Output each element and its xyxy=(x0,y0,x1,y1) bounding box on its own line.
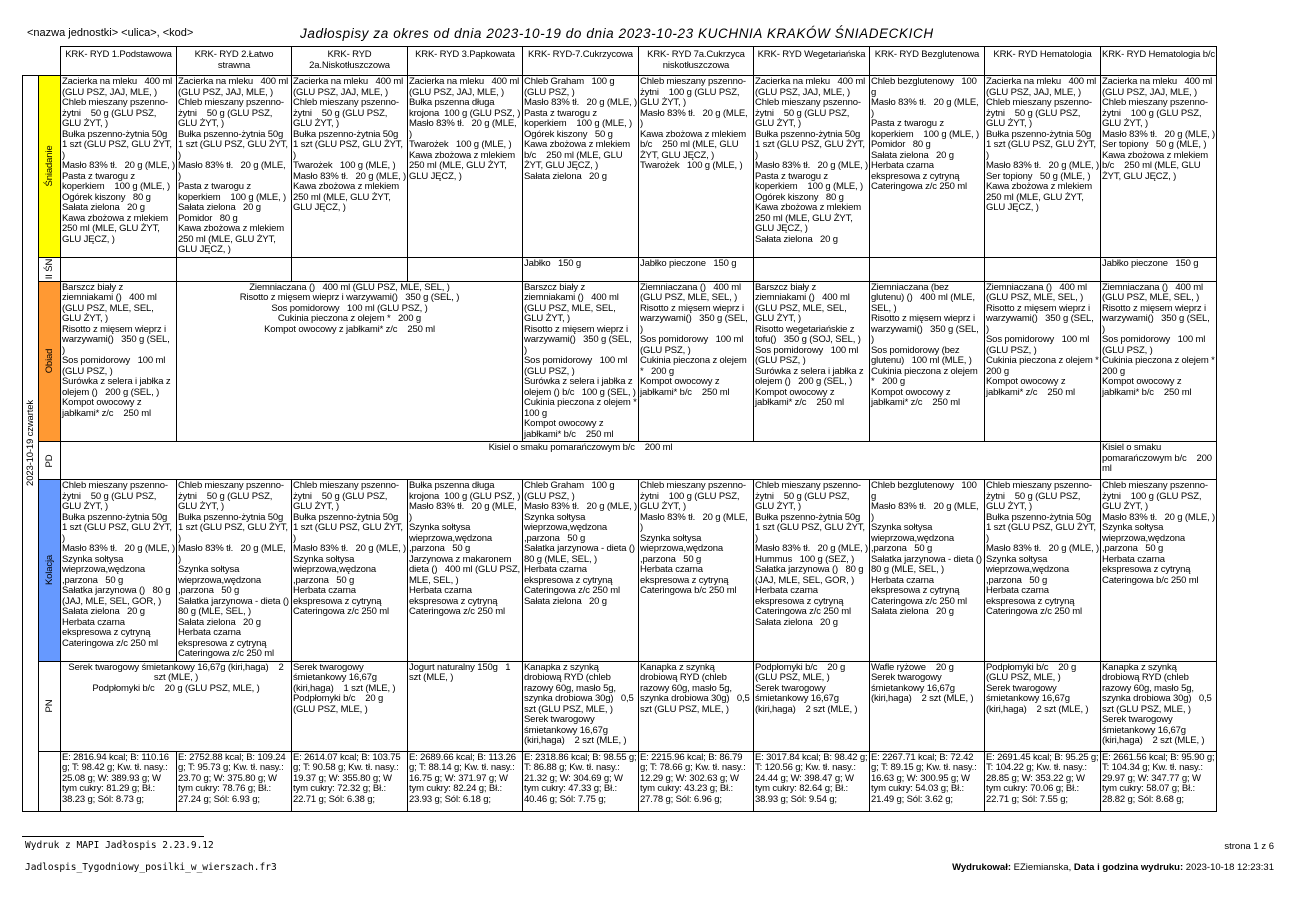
menu-cell: Kanapka z szynką drobiową RYD (chleb razowy 60g, masło 5g, szynka drobiowa 30g) 0,5 szt (GLU PSZ, MLE, ) Serek twarogowy śmietankowy 16,67g (kiri,haga) 2 szt (MLE, ) xyxy=(1101,661,1217,751)
menu-cell xyxy=(870,257,985,281)
menu-cell: Serek twarogowy śmietankowy 16,67g (kiri,haga) 1 szt (MLE, ) Podpłomyki b/c 20 g (GLU PSZ, MLE, ) xyxy=(292,661,408,751)
menu-cell: Chleb Graham 100 g (GLU PSZ, ) Masło 83% tł. 20 g (MLE, ) Szynka sołtysa wieprzowa,wędzona ,parzona 50 g Sałatka jarzynowa - dieta () 80 g (MLE, SEL, ) Herbata czarna ekspresowa z cytryną Cateringowa z/c 250 ml Sałata zielona 20 g xyxy=(523,480,639,662)
menu-cell: Ziemniaczana () 400 ml (GLU PSZ, MLE, SEL, ) Risotto z mięsem wieprz i warzywami() 350 g (SEL, ) Sos pomidorowy 100 ml (GLU PSZ, ) Cukinia pieczona z olejem * 200 g Kompot owocowy z jabłkami* b/c 250 ml xyxy=(1101,281,1217,442)
menu-cell: Barszcz biały z ziemniakami () 400 ml (GLU PSZ, MLE, SEL, GLU ŻYT, ) Risotto wegetariańskie z tofu() 350 g (SOJ, SEL, ) Sos pomidorowy 100 ml (GLU PSZ, ) Surówka z selera i jabłka z olejem () 200 g (SEL, ) Kompot owocowy z jabłkami* z/c 250 ml xyxy=(754,281,870,442)
column-header: KRK- RYD 2a.Niskotłuszczowa xyxy=(292,47,408,76)
date-label: 2023-10-19 czwartek xyxy=(24,400,36,487)
menu-cell: Ziemniaczana () 400 ml (GLU PSZ, MLE, SEL, ) Risotto z mięsem wieprz i warzywami() 350 g (SEL, ) Sos pomidorowy 100 ml (GLU PSZ, ) Cukinia pieczona z olejem * 200 g Kompot owocowy z jabłkami* b/c 250 ml xyxy=(639,281,754,442)
column-header-row xyxy=(23,47,1217,76)
menu-cell: Chleb mieszany pszenno-żytni 100 g (GLU PSZ, GLU ŻYT, ) Masło 83% tł. 20 g (MLE, ) Szynka sołtysa wieprzowa,wędzona ,parzona 50 g Herbata czarna ekspresowa z cytryną Cateringowa b/c 250 ml xyxy=(639,480,754,662)
menu-cell: Chleb bezglutenowy 100 g Masło 83% tł. 20 g (MLE, ) Pasta z twarogu z koperkiem 100 g (MLE, ) Pomidor 80 g Sałata zielona 20 g Herbata czarna ekspresowa z cytryną Cateringowa z/c 250 ml xyxy=(870,76,985,258)
menu-cell: Chleb mieszany pszenno-żytni 100 g (GLU PSZ, GLU ŻYT, ) Masło 83% tł. 20 g (MLE, ) Kawa zbożowa z mlekiem b/c 250 ml (MLE, GLU ŻYT, GLU JĘCZ, ) Twarożek 100 g (MLE, ) xyxy=(639,76,754,258)
menu-cell xyxy=(985,257,1101,281)
menu-cell: Podpłomyki b/c 20 g (GLU PSZ, MLE, ) Serek twarogowy śmietankowy 16,67g (kiri,haga) 2 szt (MLE, ) xyxy=(754,661,870,751)
meal-label-obiad: Obiad xyxy=(39,281,61,442)
menu-cell: Wafle ryżowe 20 g Serek twarogowy śmietankowy 16,67g (kiri,haga) 2 szt (MLE, ) xyxy=(870,661,985,751)
menu-cell: Zacierka na mleku 400 ml (GLU PSZ, JAJ, MLE, ) Chleb mieszany pszenno-żytni 50 g (GLU PSZ, GLU ŻYT, ) Bułka pszenno-żytnia 50g 1 szt (GLU PSZ, GLU ŻYT, ) Masło 83% tł. 20 g (MLE, ) Ser topiony 50 g (MLE, ) Kawa zbożowa z mlekiem 250 ml (MLE, GLU ŻYT, GLU JĘCZ, ) xyxy=(985,76,1101,258)
menu-cell: Barszcz biały z ziemniakami () 400 ml (GLU PSZ, MLE, SEL, GLU ŻYT, ) Risotto z mięsem wieprz i warzywami() 350 g (SEL, ) Sos pomidorowy 100 ml (GLU PSZ, ) Surówka z selera i jabłka z olejem () 200 g (SEL, ) Kompot owocowy z jabłkami* z/c 250 ml xyxy=(61,281,177,442)
nutrition-cell: E: 2318.86 kcal; B: 98.55 g; T: 86.88 g; Kw. tł. nasy.: 21.32 g; W: 304.69 g; W tym cukry: 47.33 g; Bł.: 40.46 g; Sól: 7.75 g; xyxy=(523,751,639,811)
menu-cell: Chleb bezglutenowy 100 g Masło 83% tł. 20 g (MLE, ) Szynka sołtysa wieprzowa,wędzona ,parzona 50 g Sałatka jarzynowa - dieta () 80 g (MLE, SEL, ) Herbata czarna ekspresowa z cytryną Cateringowa z/c 250 ml Sałata zielona 20 g xyxy=(870,480,985,662)
menu-cell: Zacierka na mleku 400 ml (GLU PSZ, JAJ, MLE, ) Chleb mieszany pszenno-żytni 50 g (GLU PSZ, GLU ŻYT, ) Bułka pszenno-żytnia 50g 1 szt (GLU PSZ, GLU ŻYT, ) Masło 83% tł. 20 g (MLE, ) Pasta z twarogu z koperkiem 100 g (MLE, ) Ogórek kiszony 80 g Kawa zbożowa z mlekiem 250 ml (MLE, GLU ŻYT, GLU JĘCZ, ) Sałata zielona 20 g xyxy=(754,76,870,258)
menu-cell xyxy=(292,257,408,281)
column-header: KRK- RYD 2.Łatwo strawna xyxy=(177,47,292,76)
menu-cell: Zacierka na mleku 400 ml (GLU PSZ, JAJ, MLE, ) Chleb mieszany pszenno-żytni 50 g (GLU PSZ, GLU ŻYT, ) Bułka pszenno-żytnia 50g 1 szt (GLU PSZ, GLU ŻYT, ) Masło 83% tł. 20 g (MLE, ) Pasta z twarogu z koperkiem 100 g (MLE, ) Ogórek kiszony 80 g Sałata zielona 20 g Kawa zbożowa z mlekiem 250 ml (MLE, GLU ŻYT, GLU JĘCZ, ) xyxy=(61,76,177,258)
menu-cell: Podpłomyki b/c 20 g (GLU PSZ, MLE, ) Serek twarogowy śmietankowy 16,67g (kiri,haga) 2 szt (MLE, ) xyxy=(985,661,1101,751)
menu-cell: Kanapka z szynką drobiową RYD (chleb razowy 60g, masło 5g, szynka drobiowa 30g) 0,5 szt (GLU PSZ, MLE, ) xyxy=(639,661,754,751)
menu-cell: Ziemniaczana () 400 ml (GLU PSZ, MLE, SEL, ) Risotto z mięsem wieprz i warzywami() 350 g (SEL, ) Sos pomidorowy 100 ml (GLU PSZ, ) Cukinia pieczona z olejem * 200 g Kompot owocowy z jabłkami* z/c 250 ml xyxy=(985,281,1101,442)
menu-cell: Zacierka na mleku 400 ml (GLU PSZ, JAJ, MLE, ) Chleb mieszany pszenno-żytni 100 g (GLU PSZ, GLU ŻYT, ) Masło 83% tł. 20 g (MLE, ) Ser topiony 50 g (MLE, ) Kawa zbożowa z mlekiem b/c 250 ml (MLE, GLU ŻYT, GLU JĘCZ, ) xyxy=(1101,76,1217,258)
menu-table xyxy=(22,46,1217,812)
nutrition-cell: E: 2689.66 kcal; B: 113.26 g; T: 88.14 g; Kw. tł. nasy.: 16.75 g; W: 371.97 g; W tym cukry: 82.24 g; Bł.: 23.93 g; Sól: 6.18 g; xyxy=(408,751,523,811)
menu-cell: Kisiel o smaku pomarańczowym b/c 200 ml xyxy=(1101,442,1217,480)
column-header: KRK- RYD 3.Papkowata xyxy=(408,47,523,76)
row-summary xyxy=(23,751,1217,811)
column-header: KRK- RYD Bezglutenowa xyxy=(870,47,985,76)
menu-cell xyxy=(408,257,523,281)
menu-cell: Zacierka na mleku 400 ml (GLU PSZ, JAJ, MLE, ) Chleb mieszany pszenno-żytni 50 g (GLU PSZ, GLU ŻYT, ) Bułka pszenno-żytnia 50g 1 szt (GLU PSZ, GLU ŻYT, ) Masło 83% tł. 20 g (MLE, ) Pasta z twarogu z koperkiem 100 g (MLE, ) Sałata zielona 20 g Pomidor 80 g Kawa zbożowa z mlekiem 250 ml (MLE, GLU ŻYT, GLU JĘCZ, ) xyxy=(177,76,292,258)
date-cell xyxy=(23,76,39,812)
meal-label-sniadanie: Śniadanie xyxy=(39,76,61,258)
unit-address: <nazwa jednostki> <ulica>, <kod> xyxy=(27,27,194,39)
menu-cell: Chleb mieszany pszenno-żytni 100 g (GLU PSZ, GLU ŻYT, ) Masło 83% tł. 20 g (MLE, ) Szynka sołtysa wieprzowa,wędzona ,parzona 50 g Herbata czarna ekspresowa z cytryną Cateringowa b/c 250 ml xyxy=(1101,480,1217,662)
page-number: strona 1 z 6 xyxy=(1224,841,1274,852)
print-source: Wydruk z MAPI Jadłospis 2.23.9.12 xyxy=(25,840,214,851)
menu-cell: Barszcz biały z ziemniakami () 400 ml (GLU PSZ, MLE, SEL, GLU ŻYT, ) Risotto z mięsem wieprz i warzywami() 350 g (SEL, ) Sos pomidorowy 100 ml (GLU PSZ, ) Surówka z selera i jabłka z olejem () b/c 100 g (SEL, ) Cukinia pieczona z olejem * 100 g Kompot owocowy z jabłkami* b/c 250 ml xyxy=(524,281,637,440)
menu-cell: Jabłko pieczone 150 g xyxy=(1101,257,1217,281)
report-file-name: Jadlospis_Tygodniowy_posilki_w_wierszach.fr3 xyxy=(25,862,277,873)
row-iisn xyxy=(23,257,1217,281)
row-sniadanie xyxy=(23,76,1217,258)
corner-cell xyxy=(23,47,39,76)
menu-cell: Ziemniaczana (bez glutenu) () 400 ml (MLE, SEL, ) Risotto z mięsem wieprz i warzywami() 350 g (SEL, ) Sos pomidorowy (bez glutenu) 100 ml (MLE, ) Cukinia pieczona z olejem * 200 g Kompot owocowy z jabłkami* z/c 250 ml xyxy=(870,281,985,442)
footer-divider xyxy=(22,836,204,837)
menu-cell: Jogurt naturalny 150g 1 szt (MLE, ) xyxy=(408,661,523,751)
column-header: KRK- RYD 1.Podstawowa xyxy=(61,47,177,76)
summary-label-cell xyxy=(39,751,61,811)
menu-cell: Zacierka na mleku 400 ml (GLU PSZ, JAJ, MLE, ) Bułka pszenna długa krojona 100 g (GLU PSZ, ) Masło 83% tł. 20 g (MLE, ) Twarożek 100 g (MLE, ) Kawa zbożowa z mlekiem 250 ml (MLE, GLU ŻYT, GLU JĘCZ, ) xyxy=(408,76,523,258)
row-pn xyxy=(23,661,1217,751)
menu-cell: Jabłko pieczone 150 g xyxy=(639,257,754,281)
menu-cell: Kanapka z szynką drobiową RYD (chleb razowy 60g, masło 5g, szynka drobiowa 30g) 0,5 szt (GLU PSZ, MLE, ) Serek twarogowy śmietankowy 16,67g (kiri,haga) 2 szt (MLE, ) xyxy=(523,661,639,751)
menu-cell xyxy=(754,257,870,281)
menu-cell: Chleb Graham 100 g (GLU PSZ, ) Masło 83% tł. 20 g (MLE, ) Pasta z twarogu z koperkiem 100 g (MLE, ) Ogórek kiszony 50 g Kawa zbożowa z mlekiem b/c 250 ml (MLE, GLU ŻYT, GLU JĘCZ, ) Sałata zielona 20 g xyxy=(523,76,639,258)
menu-cell: Chleb mieszany pszenno-żytni 50 g (GLU PSZ, GLU ŻYT, ) Bułka pszenno-żytnia 50g 1 szt (GLU PSZ, GLU ŻYT, ) Masło 83% tł. 20 g (MLE, ) Hummus 100 g (SEZ, ) Sałatka jarzynowa () 80 g (JAJ, MLE, SEL, GOR, ) Herbata czarna ekspresowa z cytryną Cateringowa z/c 250 ml Sałata zielona 20 g xyxy=(754,480,870,662)
row-pd xyxy=(23,442,1217,480)
meal-label-pd: PD xyxy=(39,442,61,480)
menu-cell: Jabłko 150 g xyxy=(523,257,639,281)
column-header: KRK- RYD-7.Cukrzycowa xyxy=(523,47,639,76)
corner-cell xyxy=(39,47,61,76)
column-header: KRK- RYD Hematologia xyxy=(985,47,1101,76)
meal-label-pn: PN xyxy=(39,661,61,751)
printed-by: Wydrukował: EZiemianska, Data i godzina wydruku: 2023-10-18 12:23:31 xyxy=(952,862,1274,873)
nutrition-cell: E: 2215.96 kcal; B: 86.79 g; T: 78.66 g; Kw. tł. nasy.: 12.29 g; W: 302.63 g; W tym cukry: 43.23 g; Bł.: 27.78 g; Sól: 6.96 g; xyxy=(639,751,754,811)
column-header: KRK- RYD 7a.Cukrzyca niskotłuszczowa xyxy=(639,47,754,76)
meal-label-iisn: II ŚN xyxy=(39,257,61,281)
menu-cell-merged: Kisiel o smaku pomarańczowym b/c 200 ml xyxy=(61,442,1101,480)
nutrition-cell: E: 2816.94 kcal; B: 110.16 g; T: 98.42 g; Kw. tł. nasy.: 25.08 g; W: 389.93 g; W tym cukry: 81.29 g; Bł.: 38.23 g; Sól: 8.73 g; xyxy=(61,751,177,811)
menu-cell: Bułka pszenna długa krojona 100 g (GLU PSZ, ) Masło 83% tł. 20 g (MLE, ) Szynka sołtysa wieprzowa,wędzona ,parzona 50 g Jarzynowa z makaronem dieta () 400 ml (GLU PSZ, MLE, SEL, ) Herbata czarna ekspresowa z cytryną Cateringowa z/c 250 ml xyxy=(408,480,523,662)
menu-cell xyxy=(61,257,177,281)
nutrition-cell: E: 2691.45 kcal; B: 95.25 g; T: 104.22 g; Kw. tł. nasy.: 28.85 g; W: 353.22 g; W tym cukry: 70.06 g; Bł.: 22.71 g; Sól: 7.55 g; xyxy=(985,751,1101,811)
menu-cell-merged: Ziemniaczana () 400 ml (GLU PSZ, MLE, SEL, ) Risotto z mięsem wieprz i warzywami() 350 g (SEL, ) Sos pomidorowy 100 ml (GLU PSZ, ) Cukinia pieczona z olejem * 200 g Kompot owocowy z jabłkami* z/c 250 ml xyxy=(177,281,523,442)
menu-cell: Chleb mieszany pszenno-żytni 50 g (GLU PSZ, GLU ŻYT, ) Bułka pszenno-żytnia 50g 1 szt (GLU PSZ, GLU ŻYT, ) Masło 83% tł. 20 g (MLE, ) Szynka sołtysa wieprzowa,wędzona ,parzona 50 g Herbata czarna ekspresowa z cytryną Cateringowa z/c 250 ml xyxy=(985,480,1101,662)
menu-cell-merged: Serek twarogowy śmietankowy 16,67g (kiri,haga) 2 szt (MLE, ) Podpłomyki b/c 20 g (GLU PSZ, MLE, ) xyxy=(61,661,292,751)
nutrition-cell: E: 3017.84 kcal; B: 98.42 g; T: 120.56 g; Kw. tł. nasy.: 24.44 g; W: 398.47 g; W tym cukry: 82.64 g; Bł.: 38.93 g; Sól: 9.54 g; xyxy=(754,751,870,811)
column-header: KRK- RYD Hematologia b/c xyxy=(1101,47,1217,76)
row-kolacja xyxy=(23,480,1217,662)
menu-cell: Chleb mieszany pszenno-żytni 50 g (GLU PSZ, GLU ŻYT, ) Bułka pszenno-żytnia 50g 1 szt (GLU PSZ, GLU ŻYT, ) Masło 83% tł. 20 g (MLE, ) Szynka sołtysa wieprzowa,wędzona ,parzona 50 g Herbata czarna ekspresowa z cytryną Cateringowa z/c 250 ml xyxy=(292,480,408,662)
menu-cell: Chleb mieszany pszenno-żytni 50 g (GLU PSZ, GLU ŻYT, ) Bułka pszenno-żytnia 50g 1 szt (GLU PSZ, GLU ŻYT, ) Masło 83% tł. 20 g (MLE, ) Szynka sołtysa wieprzowa,wędzona ,parzona 50 g Sałatka jarzynowa () 80 g (JAJ, MLE, SEL, GOR, ) Sałata zielona 20 g Herbata czarna ekspresowa z cytryną Cateringowa z/c 250 ml xyxy=(61,480,177,662)
column-header: KRK- RYD Wegetariańska xyxy=(754,47,870,76)
menu-cell: Zacierka na mleku 400 ml (GLU PSZ, JAJ, MLE, ) Chleb mieszany pszenno-żytni 50 g (GLU PSZ, GLU ŻYT, ) Bułka pszenno-żytnia 50g 1 szt (GLU PSZ, GLU ŻYT, ) Twarożek 100 g (MLE, ) Masło 83% tł. 20 g (MLE, ) Kawa zbożowa z mlekiem 250 ml (MLE, GLU ŻYT, GLU JĘCZ, ) xyxy=(292,76,408,258)
nutrition-cell: E: 2752.88 kcal; B: 109.24 g; T: 95.73 g; Kw. tł. nasy.: 23.70 g; W: 375.80 g; W tym cukry: 78.76 g; Bł.: 27.24 g; Sól: 6.93 g; xyxy=(177,751,292,811)
menu-cell: Chleb mieszany pszenno-żytni 50 g (GLU PSZ, GLU ŻYT, ) Bułka pszenno-żytnia 50g 1 szt (GLU PSZ, GLU ŻYT, ) Masło 83% tł. 20 g (MLE, ) Szynka sołtysa wieprzowa,wędzona ,parzona 50 g Sałatka jarzynowa - dieta () 80 g (MLE, SEL, ) Sałata zielona 20 g Herbata czarna ekspresowa z cytryną Cateringowa z/c 250 ml xyxy=(177,480,292,662)
nutrition-cell: E: 2614.07 kcal; B: 103.75 g; T: 90.58 g; Kw. tł. nasy.: 19.37 g; W: 355.80 g; W tym cukry: 72.32 g; Bł.: 22.71 g; Sól: 6.38 g; xyxy=(292,751,408,811)
page-title: Jadłospisy za okres od dnia 2023-10-19 do dnia 2023-10-23 KUCHNIA KRAKÓW ŚNIADECKICH xyxy=(300,26,934,41)
menu-cell xyxy=(177,257,292,281)
row-obiad xyxy=(23,281,1217,442)
nutrition-cell: E: 2661.56 kcal; B: 95.90 g; T: 104.34 g; Kw. tł. nasy.: 29.97 g; W: 347.77 g; W tym cukry: 58.07 g; Bł.: 28.82 g; Sól: 8.68 g; xyxy=(1101,751,1217,811)
nutrition-cell: E: 2267.71 kcal; B: 72.42 g; T: 89.15 g; Kw. tł. nasy.: 16.63 g; W: 300.95 g; W tym cukry: 54.03 g; Bł.: 21.49 g; Sól: 3.62 g; xyxy=(870,751,985,811)
meal-label-kolacja: Kolacja xyxy=(39,480,61,662)
